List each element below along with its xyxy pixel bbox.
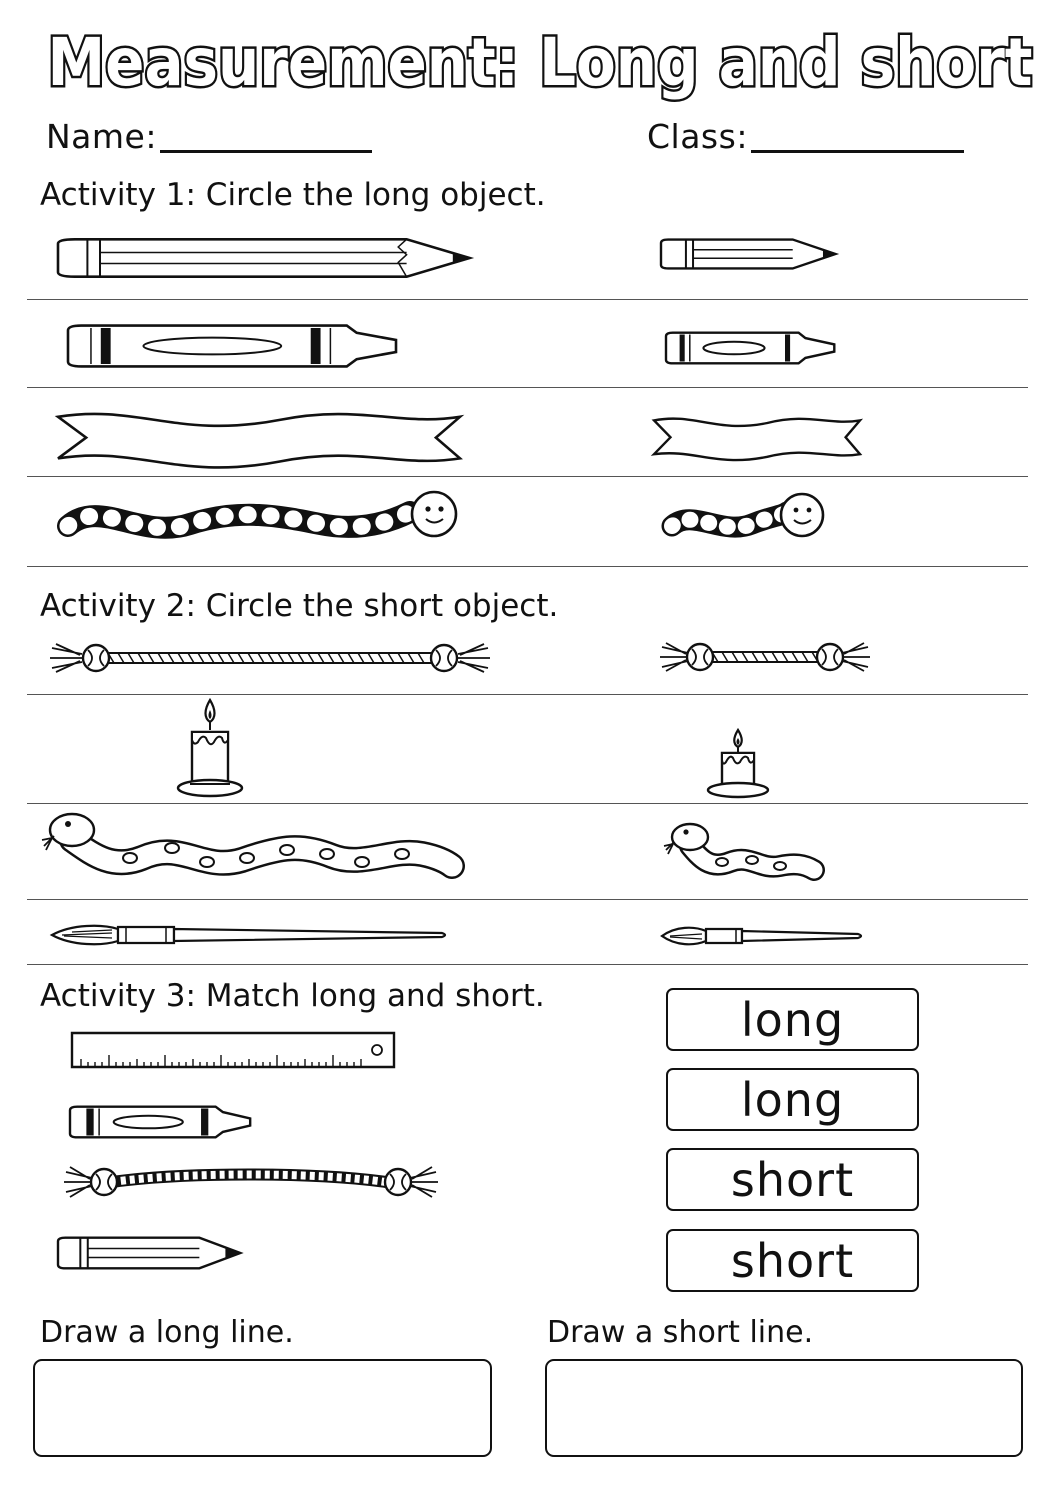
word-box-long[interactable]: long — [666, 988, 919, 1051]
row-divider — [27, 899, 1028, 900]
name-blank[interactable] — [160, 150, 372, 153]
word-box-long[interactable]: long — [666, 1068, 919, 1131]
crayon-icon[interactable] — [70, 1104, 252, 1140]
ribbon-icon[interactable] — [58, 404, 460, 468]
snake-icon[interactable] — [42, 810, 456, 886]
class-label: Class: — [647, 117, 748, 156]
snake-icon[interactable] — [664, 820, 818, 884]
draw-short-box[interactable] — [545, 1359, 1023, 1457]
word-box-short[interactable]: short — [666, 1229, 919, 1292]
ruler-icon[interactable] — [71, 1032, 397, 1070]
pencil-icon[interactable] — [661, 237, 839, 271]
ribbon-icon[interactable] — [654, 410, 860, 462]
activity2-heading: Activity 2: Circle the short object. — [40, 588, 559, 624]
rope-icon[interactable] — [50, 640, 490, 676]
draw-long-prompt: Draw a long line. — [40, 1315, 294, 1350]
worm-icon[interactable] — [60, 490, 460, 554]
row-divider — [27, 694, 1028, 695]
worm-icon[interactable] — [662, 490, 826, 550]
row-divider — [27, 566, 1028, 567]
row-divider — [27, 476, 1028, 477]
word-box-short[interactable]: short — [666, 1148, 919, 1211]
candle-icon[interactable] — [706, 728, 770, 800]
rope-icon[interactable] — [660, 638, 870, 676]
rope-icon[interactable] — [64, 1162, 438, 1202]
paintbrush-icon[interactable] — [52, 920, 450, 950]
draw-short-prompt: Draw a short line. — [547, 1315, 814, 1350]
candle-icon[interactable] — [176, 698, 244, 800]
activity3-heading: Activity 3: Match long and short. — [40, 978, 545, 1014]
row-divider — [27, 387, 1028, 388]
pencil-icon[interactable] — [58, 236, 478, 280]
crayon-icon[interactable] — [666, 330, 836, 366]
title-text: Measurement: Long and short — [47, 24, 1033, 101]
pencil-icon[interactable] — [58, 1235, 244, 1271]
row-divider — [27, 803, 1028, 804]
crayon-icon[interactable] — [68, 322, 396, 370]
page-title — [0, 0, 1055, 120]
activity1-heading: Activity 1: Circle the long object. — [40, 177, 546, 213]
row-divider — [27, 299, 1028, 300]
name-label: Name: — [46, 117, 157, 156]
row-divider — [27, 964, 1028, 965]
paintbrush-icon[interactable] — [662, 923, 866, 949]
class-blank[interactable] — [751, 150, 964, 153]
draw-long-box[interactable] — [33, 1359, 492, 1457]
